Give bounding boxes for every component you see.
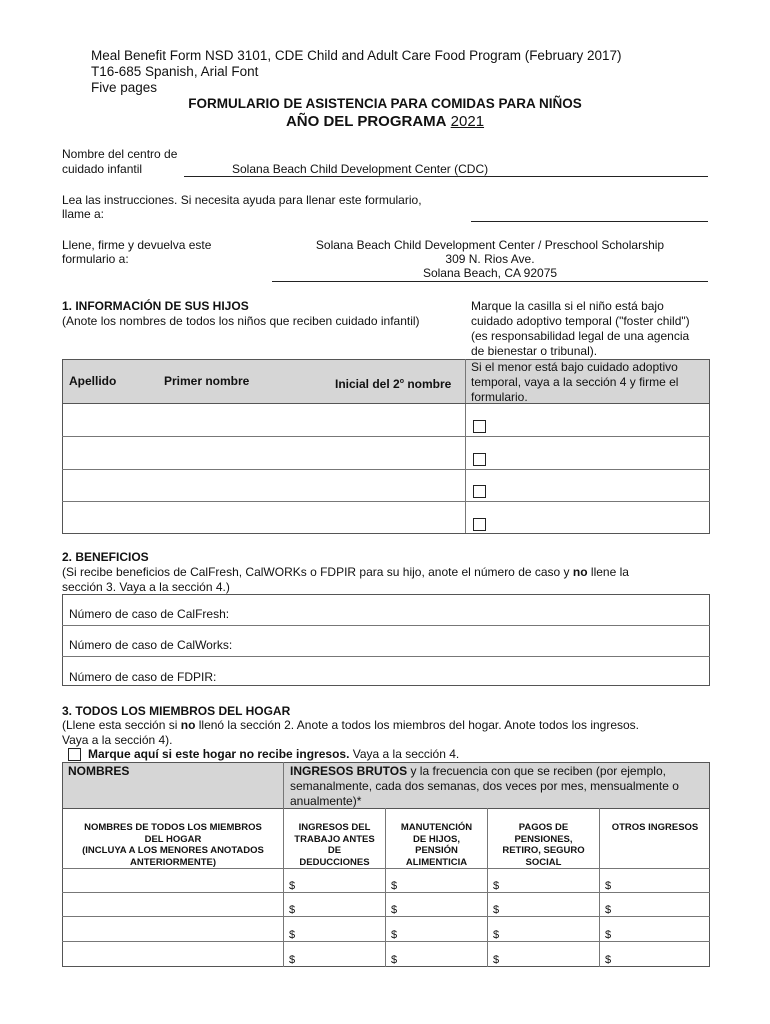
household-member-3[interactable] [63, 917, 283, 941]
col2-line: DEDUCCIONES [299, 856, 370, 868]
col2-line: TRABAJO ANTES [294, 833, 375, 845]
section3-instructions-2: Vaya a la sección 4). [62, 733, 173, 747]
foster-head-2: temporal, vaya a la sección 4 y firme el [471, 375, 679, 389]
col-inicial-text: Inicial del 2 [335, 377, 400, 391]
pension-1[interactable]: $ [493, 880, 500, 892]
foster-checkbox-1[interactable] [473, 420, 486, 433]
section2-title: 2. BENEFICIOS [62, 550, 149, 564]
work-income-3[interactable]: $ [289, 929, 296, 941]
program-year-label: AÑO DEL PROGRAMA [285, 113, 447, 130]
section2-text-c: llene la [587, 565, 629, 579]
return-address-line [272, 281, 708, 282]
form-id-line: Meal Benefit Form NSD 3101, CDE Child and Adult Care Food Program (February 2017) [91, 48, 622, 63]
no-income-label [88, 747, 459, 762]
col-inicial-end: nombre [403, 377, 452, 391]
foster-checkbox-2[interactable] [473, 453, 486, 466]
col3-line: ALIMENTICIA [405, 856, 468, 868]
page-count-line: Five pages [91, 80, 158, 95]
col5-line: OTROS INGRESOS [611, 822, 699, 833]
case-row-line [62, 656, 710, 657]
head-nombres: NOMBRES [68, 764, 130, 778]
work-income-2[interactable]: $ [289, 904, 296, 916]
foster-checkbox-4[interactable] [473, 518, 486, 531]
no-income-label-bold: Marque aquí si este hogar no recibe ingresos. [88, 747, 350, 761]
section2-instructions-1 [62, 565, 629, 580]
child-support-2[interactable]: $ [391, 904, 398, 916]
fdpir-case-field[interactable]: Número de caso de FDPIR: [69, 670, 217, 684]
section2-text-a: (Si recibe beneficios de CalFresh, CalWORKs o FDPIR para su hijo, anote el número de caso y [62, 565, 573, 579]
col4-line: RETIRO, SEGURO [502, 845, 585, 856]
program-year [0, 113, 770, 131]
return-label-2: formulario a: [62, 252, 129, 266]
help-text-1: Lea las instrucciones. Si necesita ayuda para llenar este formulario, [62, 193, 422, 207]
section3-text-c: llenó la sección 2. Anote a todos los miembros del hogar. Anote todos los ingresos. [195, 718, 640, 732]
work-income-1[interactable]: $ [289, 880, 296, 892]
return-address-1: Solana Beach Child Development Center / Preschool Scholarship [315, 238, 665, 252]
col3-line: DE HIJOS, [413, 833, 460, 845]
case-row-line [62, 625, 710, 626]
col-child-support [386, 822, 487, 868]
section2-instructions-2: sección 3. Vaya a la sección 4.) [62, 580, 230, 594]
child-row-3[interactable] [63, 470, 464, 500]
col4-line: SOCIAL [525, 856, 562, 868]
col-inicial [335, 374, 451, 392]
help-text-2: llame a: [62, 207, 105, 221]
center-name-label-1: Nombre del centro de [62, 147, 178, 161]
foster-head-3: formulario. [471, 390, 528, 404]
foster-checkbox-3[interactable] [473, 485, 486, 498]
calworks-case-field[interactable]: Número de caso de CalWorks: [69, 638, 233, 652]
head-ingresos-line3: anualmente)* [290, 794, 362, 808]
col1-line: DEL HOGAR [144, 833, 202, 845]
child-row-4[interactable] [63, 502, 464, 533]
col4-line: PAGOS DE [518, 822, 569, 833]
col4-line: PENSIONES, [514, 833, 573, 845]
col1-line: ANTERIORMENTE) [129, 856, 217, 868]
col-other-income [600, 822, 710, 834]
foster-note-2: cuidado adoptivo temporal ("foster child") [471, 314, 690, 328]
section1-subtitle: (Anote los nombres de todos los niños que reciben cuidado infantil) [62, 314, 420, 328]
col-primer-nombre: Primer nombre [164, 374, 250, 388]
col-work-income [284, 822, 385, 868]
col2-line: INGRESOS DEL [298, 822, 371, 833]
household-member-4[interactable] [63, 942, 283, 966]
pension-2[interactable]: $ [493, 904, 500, 916]
work-income-4[interactable]: $ [289, 954, 296, 966]
pension-3[interactable]: $ [493, 929, 500, 941]
col3-line: PENSIÓN [415, 845, 458, 856]
household-member-2[interactable] [63, 893, 283, 916]
col-household-names [63, 822, 283, 868]
col1-line: (INCLUYA A LOS MENORES ANOTADOS [82, 845, 264, 856]
section3-text-a: (Llene esta sección si [62, 718, 181, 732]
household-header-divider [283, 762, 284, 809]
child-support-1[interactable]: $ [391, 880, 398, 892]
section2-text-no: no [572, 565, 588, 579]
section1-title: 1. INFORMACIÓN DE SUS HIJOS [62, 299, 249, 313]
col1-line: NOMBRES DE TODOS LOS MIEMBROS [84, 822, 262, 833]
head-ingresos-line1 [290, 764, 666, 779]
head-ingresos-bold: INGRESOS BRUTOS [290, 764, 408, 778]
pension-4[interactable]: $ [493, 954, 500, 966]
return-address-3: Solana Beach, CA 92075 [422, 266, 558, 280]
calfresh-case-field[interactable]: Número de caso de CalFresh: [69, 607, 230, 621]
no-income-label-rest: Vaya a la sección 4. [349, 747, 460, 761]
child-row-1[interactable] [63, 404, 464, 435]
section3-title: 3. TODOS LOS MIEMBROS DEL HOGAR [62, 704, 291, 718]
section3-text-no: no [180, 718, 196, 732]
head-ingresos-line2: semanalmente, cada dos semanas, dos veces por mes, mensualmente o [290, 779, 679, 793]
form-title: FORMULARIO DE ASISTENCIA PARA COMIDAS PARA NIÑOS [188, 96, 582, 111]
household-member-1[interactable] [63, 869, 283, 892]
child-support-4[interactable]: $ [391, 954, 398, 966]
col3-line: MANUTENCIÓN [400, 822, 473, 833]
return-label-1: Llene, firme y devuelva este [62, 238, 212, 252]
foster-note-4: de bienestar o tribunal). [471, 344, 598, 358]
no-income-checkbox[interactable] [68, 748, 81, 761]
col2-line: DE [327, 845, 342, 856]
center-name-line [184, 176, 708, 177]
col-inicial-sup: o [399, 378, 404, 385]
child-row-2[interactable] [63, 437, 464, 468]
other-income-4[interactable]: $ [605, 954, 612, 966]
child-support-3[interactable]: $ [391, 929, 398, 941]
foster-note-3: (es responsabilidad legal de una agencia [471, 329, 690, 343]
foster-head-1: Si el menor está bajo cuidado adoptivo [471, 360, 678, 374]
return-address-2: 309 N. Rios Ave. [445, 252, 535, 266]
help-phone-line [471, 221, 708, 222]
section3-instructions-1 [62, 718, 639, 733]
center-name-label-2: cuidado infantil [62, 162, 143, 176]
col-apellido: Apellido [69, 374, 117, 388]
other-income-2[interactable]: $ [605, 904, 612, 916]
foster-note-1: Marque la casilla si el niño está bajo [471, 299, 664, 313]
other-income-3[interactable]: $ [605, 929, 612, 941]
head-ingresos-rest: y la frecuencia con que se reciben (por ejemplo, [407, 764, 666, 778]
center-name-value[interactable]: Solana Beach Child Development Center (CDC) [232, 162, 489, 176]
col-pensions [488, 822, 599, 868]
form-version-line: T16-685 Spanish, Arial Font [91, 64, 259, 79]
program-year-value: 2021 [450, 113, 485, 130]
other-income-1[interactable]: $ [605, 880, 612, 892]
